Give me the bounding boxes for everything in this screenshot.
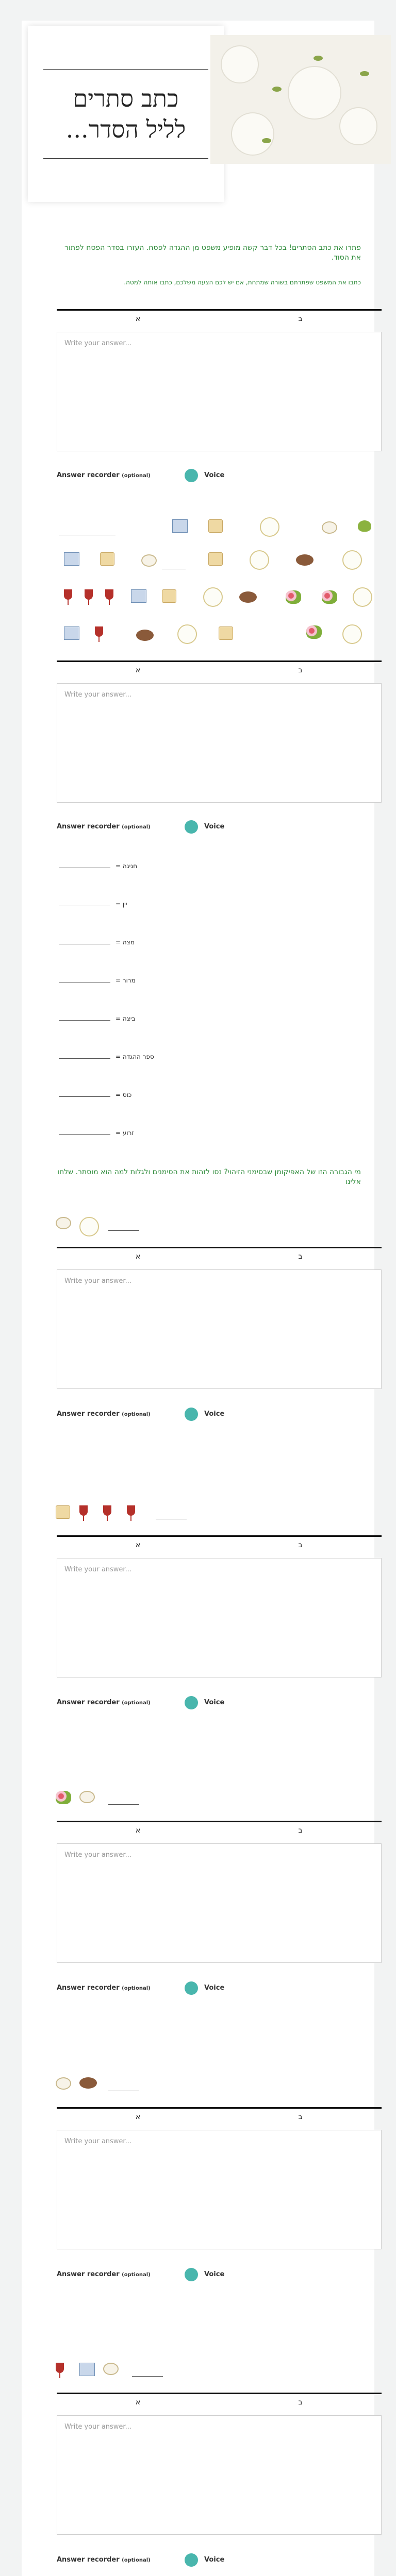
answer-textarea[interactable]: Write your answer...	[57, 1269, 382, 1389]
emoji-row	[54, 1502, 384, 1529]
emoji-row	[54, 2074, 384, 2101]
answer-grid-header: א ב	[57, 2107, 382, 2127]
answer-textarea[interactable]: Write your answer...	[57, 683, 382, 803]
answer-recorder[interactable]: Answer recorder (optional) Voice	[57, 2553, 382, 2567]
emoji-row	[54, 622, 384, 649]
answer-recorder[interactable]: Answer recorder (optional) Voice	[57, 1696, 382, 1709]
answer-textarea[interactable]: Write your answer...	[57, 1843, 382, 1963]
legend-item: ביצה =	[59, 1014, 162, 1024]
microphone-icon[interactable]	[185, 2268, 198, 2281]
answer-grid-header: א ב	[57, 1821, 382, 1841]
page-title: כתב סתרים לליל הסדר...	[43, 69, 208, 159]
microphone-icon[interactable]	[185, 2553, 198, 2567]
answer-recorder[interactable]: Answer recorder (optional) Voice	[57, 469, 382, 482]
answer-grid-header: א ב	[57, 1535, 382, 1555]
answer-grid-header: א ב	[57, 660, 382, 681]
answer-grid-header: א ב	[57, 2393, 382, 2413]
answer-recorder[interactable]: Answer recorder (optional) Voice	[57, 1408, 382, 1421]
legend-item: ספר ההגדה =	[59, 1052, 162, 1062]
answer-grid-header: א ב	[57, 1247, 382, 1267]
answer-textarea[interactable]: Write your answer...	[57, 332, 382, 451]
microphone-icon[interactable]	[185, 1408, 198, 1421]
legend-item: יין =	[59, 900, 162, 910]
worksheet-page: כתב סתרים לליל הסדר... פתרו את כתב הסתרים! בכל דבר קשה מופיע משפט מן ההגדה לפסח. העזרו בסדר הפסח לפתור את הסוד. כתבו את המשפט שפתרתם בשורה שמתחת, אם יש לכם הצעה משלכם, כתבו אותה למטה. א ב Write your answer... Answer recorder (optional) Voice א ב Write your answer... Answer recorder (optional) Voice חגיגה = יין = מצה = מרור = ביצה = ספר ההגדה = כוס = זרוע = מי הגבורה הזו של האפיקומן שבסימני הזיהוי? נסו לזהות את הסימנים ולגלות למה הוא מוסתר. שלחו אלינו א ב Write your answer... Answer recorder (optional) Voice א ב Write your answer... Answer recorder (optional) Voice א ב Write your answer... Answer recorder (optional) Voice א ב Write your answer... Answer recorder (optional) Voice א ב Write your answer... Answer recorder (optional) Voice	[22, 21, 374, 2576]
emoji-row	[54, 2360, 384, 2386]
microphone-icon[interactable]	[185, 1696, 198, 1709]
legend-item: מצה =	[59, 938, 162, 948]
answer-grid-header: א ב	[57, 309, 382, 329]
microphone-icon[interactable]	[185, 469, 198, 482]
answer-recorder[interactable]: Answer recorder (optional) Voice	[57, 2268, 382, 2281]
answer-recorder[interactable]: Answer recorder (optional) Voice	[57, 820, 382, 834]
emoji-row	[54, 1214, 384, 1241]
hero-image	[210, 35, 391, 164]
emoji-row	[54, 1788, 384, 1815]
emoji-row	[54, 548, 384, 575]
microphone-icon[interactable]	[185, 1981, 198, 1995]
legend-item: זרוע =	[59, 1128, 162, 1139]
legend-item: מרור =	[59, 976, 162, 986]
emoji-row	[54, 585, 384, 612]
answer-textarea[interactable]: Write your answer...	[57, 2415, 382, 2535]
answer-textarea[interactable]: Write your answer...	[57, 2130, 382, 2249]
answer-recorder[interactable]: Answer recorder (optional) Voice	[57, 1981, 382, 1995]
answer-textarea[interactable]: Write your answer...	[57, 1558, 382, 1677]
legend-item: כוס =	[59, 1090, 162, 1100]
emoji-row	[54, 515, 384, 542]
legend-item: חגיגה =	[59, 861, 162, 872]
microphone-icon[interactable]	[185, 820, 198, 834]
title-card	[28, 26, 224, 202]
